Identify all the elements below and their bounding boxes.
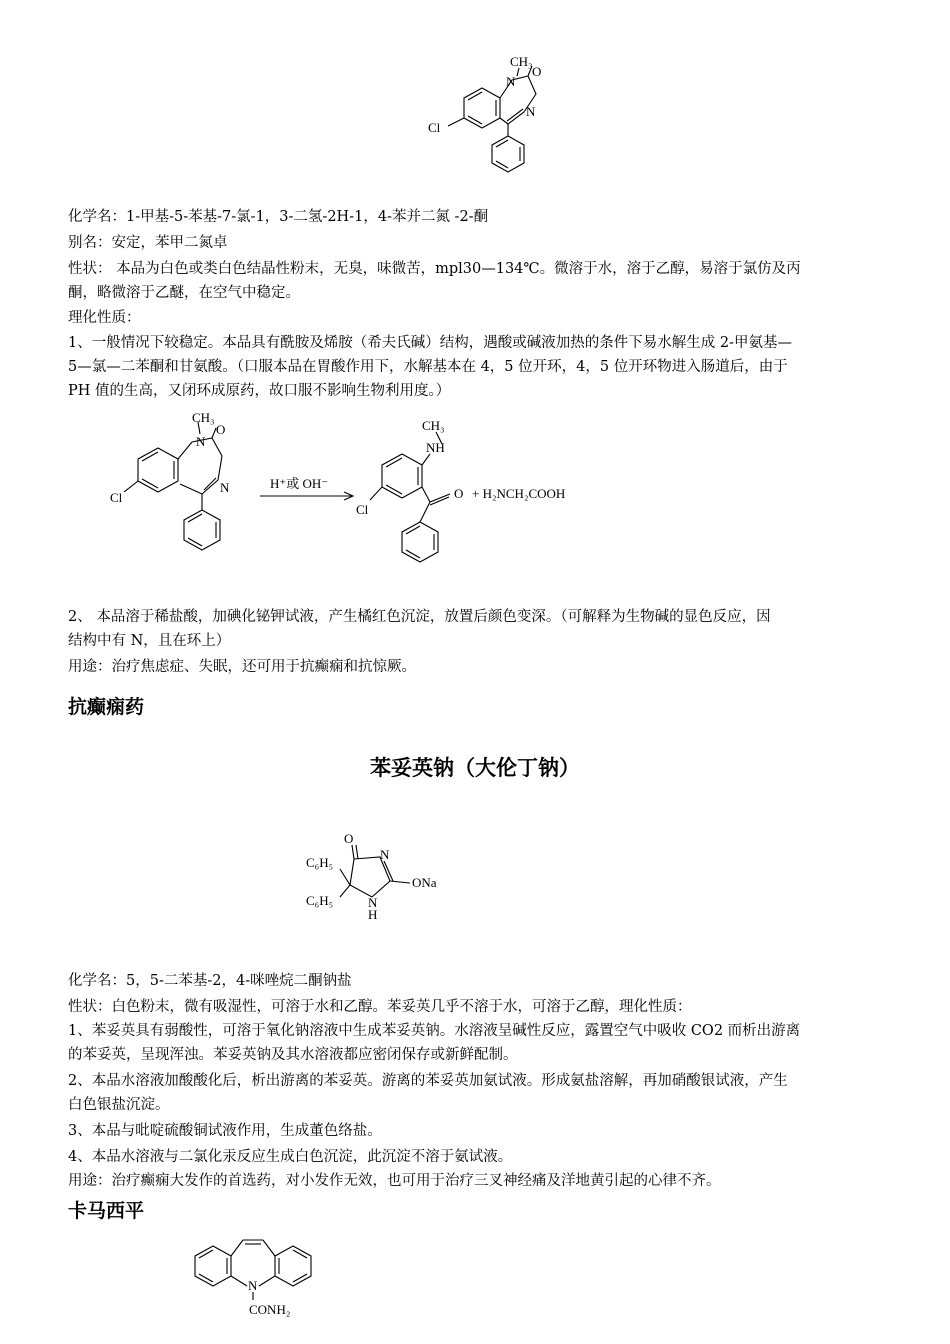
carbamazepine-n-label: N <box>248 1278 258 1293</box>
phenytoin-p2-2: 白色银盐沉淀。 <box>68 1097 170 1113</box>
phenytoin-use: 用途：治疗癫痫大发作的首选药，对小发作无效，也可用于治疗三叉神经痛及洋地黄引起的心律不齐。 <box>68 1173 721 1189</box>
phenytoin-structure <box>300 825 460 925</box>
carbamazepine-conh2-label: CONH₂ <box>249 1302 291 1317</box>
reactant-n1-label: N <box>196 434 206 449</box>
product-ch3-label: CH₃ <box>422 418 445 433</box>
phenytoin-chem-name: 化学名：5，5-二苯基-2，4-咪唑烷二酮钠盐 <box>68 973 352 989</box>
reaction-arrow-label: H⁺或 OH⁻ <box>270 476 329 491</box>
phenytoin-o-label: O <box>344 831 354 846</box>
phenytoin-c6h5-top: C₆H₅ <box>306 855 334 870</box>
section-heading-antiepileptic: 抗癫痫药 <box>68 696 145 718</box>
reactant-cl-label: Cl <box>110 490 123 505</box>
diazepam-structure <box>420 50 560 185</box>
diazepam-use: 用途：治疗焦虑症、失眠，还可用于抗癫痫和抗惊厥。 <box>68 659 416 675</box>
diazepam-o-label: O <box>532 64 542 79</box>
diazepam-n1-label: N <box>506 74 516 89</box>
diazepam-p1-1: 1、一般情况下较稳定。本品具有酰胺及烯胺（希夫氏碱）结构，遇酸或碱液加热的条件下易水解生成 2-甲氨基— <box>68 335 792 351</box>
phenytoin-p1-1: 1、苯妥英具有弱酸性，可溶于氧化钠溶液中生成苯妥英钠。水溶液呈碱性反应，露置空气中吸收 CO2 而析出游离 <box>68 1023 801 1039</box>
diazepam-ch3-label: CH₃ <box>510 54 533 69</box>
diazepam-physchem-heading: 理化性质： <box>68 310 141 326</box>
diazepam-cl-label: Cl <box>428 120 441 135</box>
reactant-ch3-label: CH₃ <box>192 410 215 425</box>
diazepam-p2-2: 结构中有 N，且在环上） <box>68 633 231 649</box>
carbamazepine-title: 卡马西平 <box>68 1200 145 1222</box>
phenytoin-h-label: H <box>368 907 378 922</box>
phenytoin-n3-label: N <box>380 847 390 862</box>
diazepam-props-2: 酮，略微溶于乙醚，在空气中稳定。 <box>68 285 300 301</box>
phenytoin-ona-label: ONa <box>412 875 437 890</box>
phenytoin-p1-2: 的苯妥英，呈现浑浊。苯妥英钠及其水溶液都应密闭保存或新鲜配制。 <box>68 1047 518 1063</box>
diazepam-alias: 别名：安定，苯甲二氮卓 <box>68 235 228 251</box>
product-nh-label: NH <box>426 440 445 455</box>
diazepam-p1-3: PH 值的生高，又闭环成原药，故口服不影响生物利用度。） <box>68 383 451 399</box>
diazepam-p1-2: 5—氯—二苯酮和甘氨酸。（口服本品在胃酸作用下，水解基本在 4，5 位开环，4，5 位开环物进入肠道后，由于 <box>68 359 788 375</box>
diazepam-hydrolysis-scheme <box>100 410 620 585</box>
phenytoin-c6h5-bottom: C₆H₅ <box>306 893 334 908</box>
diazepam-props-1: 性状： 本品为白色或类白色结晶性粉末，无臭，味微苦，mpl30—134℃。微溶于水，溶于乙醇，易溶于氯仿及丙 <box>68 261 801 277</box>
phenytoin-title: 苯妥英钠（大伦丁钠） <box>370 756 580 780</box>
reactant-n4-label: N <box>220 480 230 495</box>
diazepam-chem-name: 化学名：1-甲基-5-苯基-7-氯-1，3-二氢-2H-1，4-苯并二氮 -2-酮 <box>68 209 489 225</box>
carbamazepine-structure <box>185 1228 325 1318</box>
diazepam-n4-label: N <box>526 104 536 119</box>
reaction-byproduct: + H₂NCH₂COOH <box>472 486 566 501</box>
product-cl-label: Cl <box>356 502 369 517</box>
phenytoin-n1-label: N <box>368 895 378 910</box>
phenytoin-props: 性状：白色粉末，微有吸湿性，可溶于水和乙醇。苯妥英几乎不溶于水，可溶于乙醇，理化性质： <box>68 999 692 1015</box>
phenytoin-p2-1: 2、本品水溶液加酸酸化后，析出游离的苯妥英。游离的苯妥英加氨试液。形成氨盐溶解，再加硝酸银试液，产生 <box>68 1073 788 1089</box>
phenytoin-p3: 3、本品与吡啶硫酸铜试液作用，生成董色络盐。 <box>68 1123 382 1139</box>
diazepam-p2-1: 2、 本品溶于稀盐酸，加碘化铋钾试液，产生橘红色沉淀，放置后颜色变深。（可解释为生物碱的显色反应，因 <box>68 609 771 625</box>
product-o-label: O <box>454 486 464 501</box>
reactant-o-label: O <box>216 422 226 437</box>
phenytoin-p4: 4、本品水溶液与二氯化汞反应生成白色沉淀，此沉淀不溶于氨试液。 <box>68 1149 513 1165</box>
